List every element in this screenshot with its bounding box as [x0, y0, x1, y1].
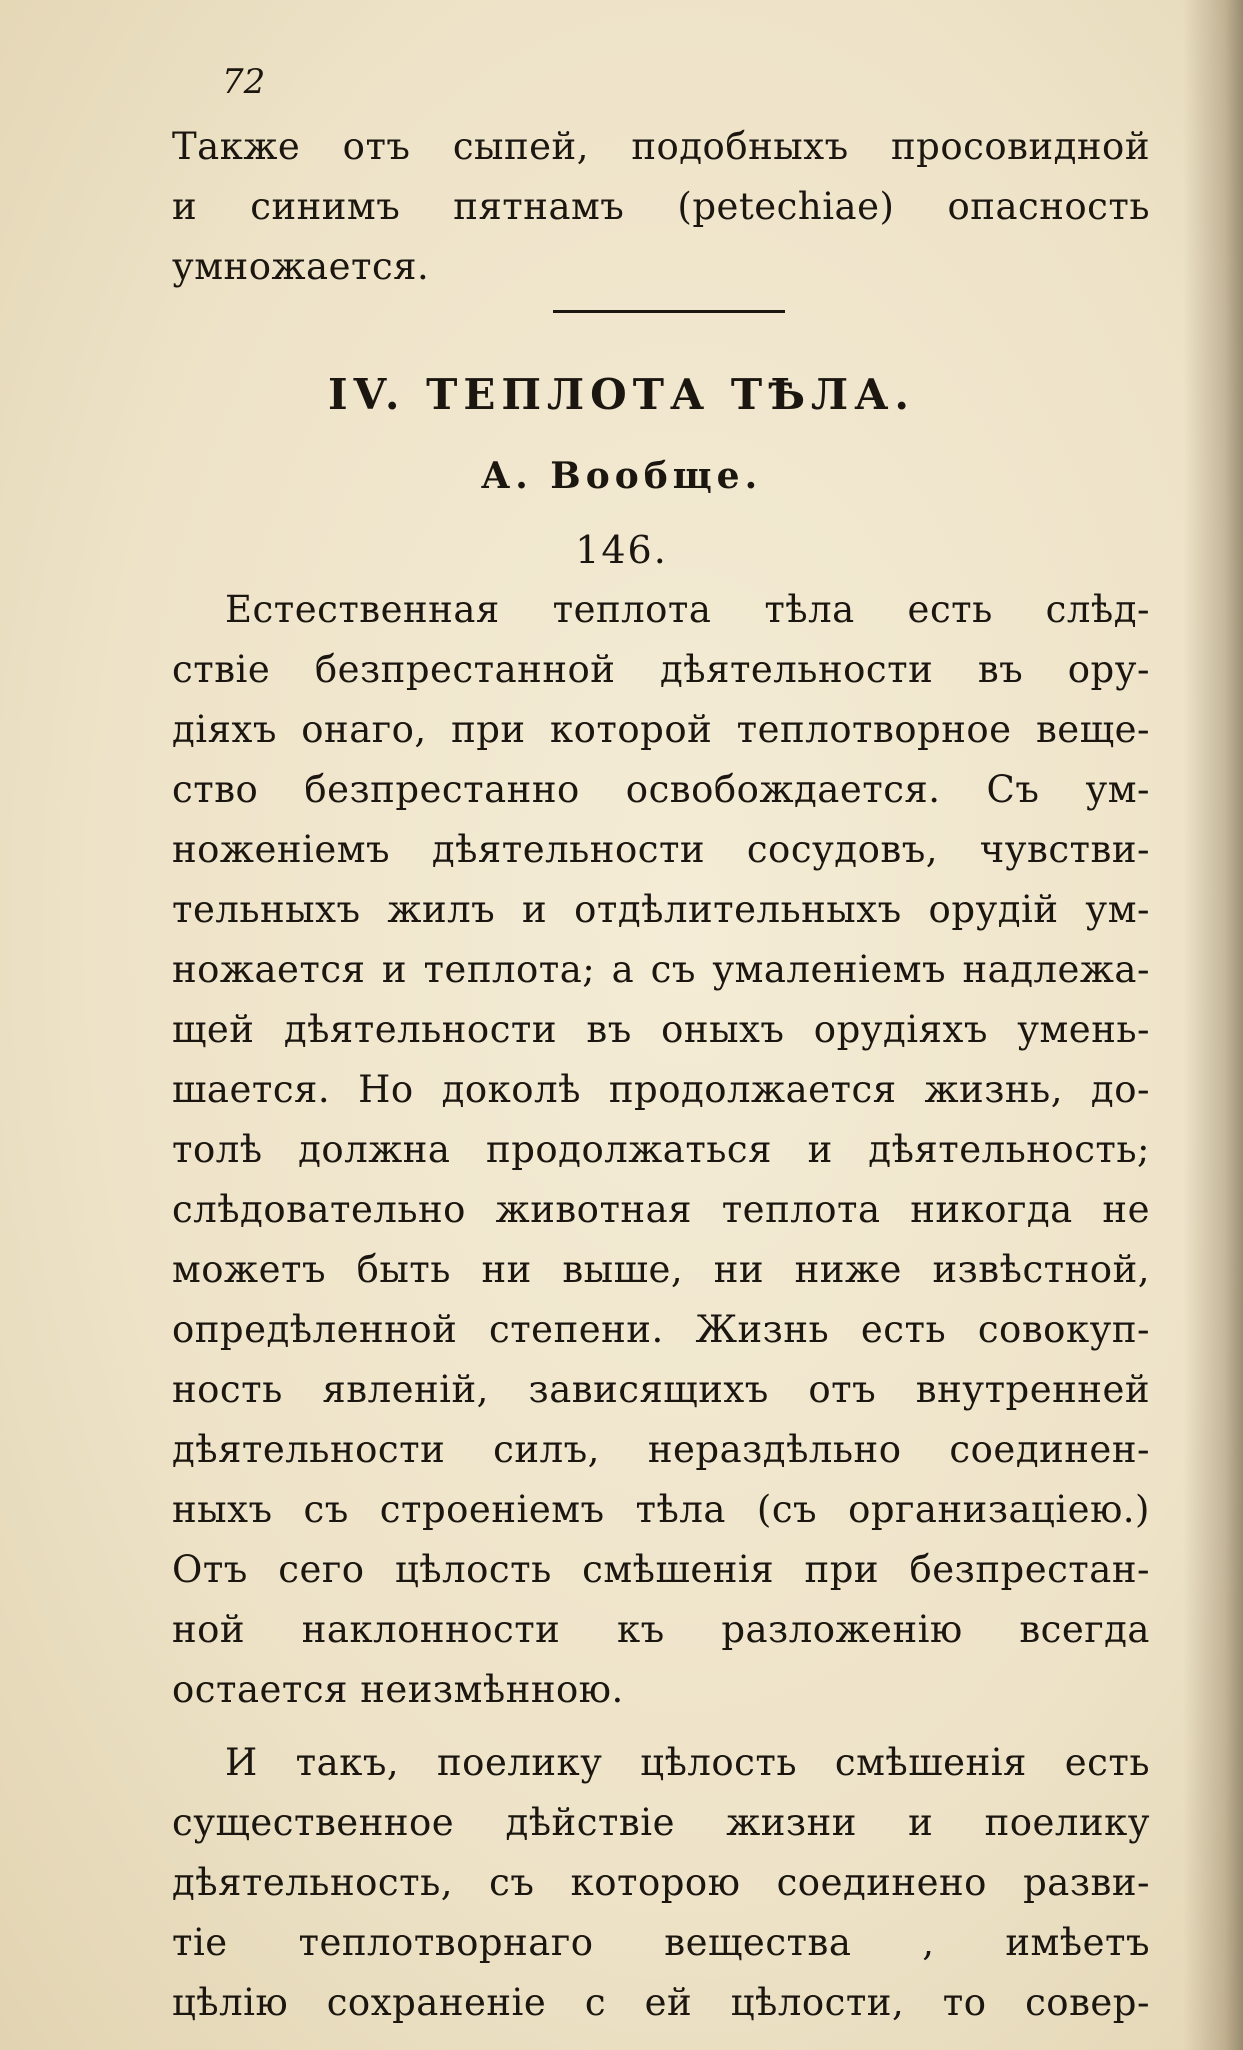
- paragraph-line: ствіе безпрестанной дѣятельности въ ору-: [172, 648, 1150, 691]
- intro-line: умножается.: [172, 245, 430, 288]
- paragraph-line: толѣ должна продолжаться и дѣятельность;: [172, 1128, 1150, 1171]
- paragraph-line: ножается и теплота; а съ умаленіемъ надлежа-: [172, 948, 1150, 991]
- paragraph-line: И такъ, поелику цѣлость смѣшенія есть: [225, 1741, 1150, 1784]
- paragraph-line: Естественная теплота тѣла есть слѣд-: [225, 588, 1150, 631]
- section-number: 146.: [575, 528, 668, 572]
- paragraph-line: тельныхъ жилъ и отдѣлительныхъ орудій ум-: [172, 888, 1150, 931]
- chapter-heading: IV. ТЕПЛОТА ТѢЛА.: [327, 370, 916, 419]
- paragraph-line: шается. Но доколѣ продолжается жизнь, до-: [172, 1068, 1150, 1111]
- paragraph-line: остается неизмѣнною.: [172, 1668, 624, 1711]
- paragraph-line: цѣлію сохраненіе с ей цѣлости, то совер-: [172, 1981, 1150, 2024]
- paragraph-line: ность явленій, зависящихъ отъ внутренней: [172, 1368, 1150, 1411]
- paragraph-line: дѣятельность, съ которою соединено разви-: [172, 1861, 1150, 1904]
- paragraph-line: щей дѣятельности въ оныхъ орудіяхъ умень-: [172, 1008, 1150, 1051]
- paragraph-line: ной наклонности къ разложенію всегда: [172, 1608, 1150, 1651]
- paragraph-line: тіе теплотворнаго вещества , имѣетъ: [172, 1921, 1150, 1964]
- paragraph-line: существенное дѣйствіе жизни и поелику: [172, 1801, 1150, 1844]
- page-number: 72: [222, 62, 266, 102]
- paragraph-line: слѣдовательно животная теплота никогда не: [172, 1188, 1150, 1231]
- paragraph-line: можетъ быть ни выше, ни ниже извѣстной,: [172, 1248, 1150, 1291]
- paragraph-line: діяхъ онаго, при которой теплотворное веще-: [172, 708, 1150, 751]
- paragraph-line: дѣятельности силъ, нераздѣльно соединен-: [172, 1428, 1150, 1471]
- paragraph-line: опредѣленной степени. Жизнь есть совокуп-: [172, 1308, 1150, 1351]
- intro-line: Также отъ сыпей, подобныхъ просовидной: [172, 125, 1150, 168]
- paragraph-line: ство безпрестанно освобождается. Съ ум-: [172, 768, 1150, 811]
- intro-line: и синимъ пятнамъ (petechiae) опасность: [172, 185, 1150, 228]
- paragraph-line: ныхъ съ строеніемъ тѣла (съ организаціею.): [172, 1488, 1150, 1531]
- paragraph-line: Отъ сего цѣлость смѣшенія при безпрестан-: [172, 1548, 1150, 1591]
- paragraph-line: ноженіемъ дѣятельности сосудовъ, чувстви-: [172, 828, 1150, 871]
- subsection-heading: А. Вообще.: [480, 455, 763, 497]
- section-divider: [553, 310, 785, 313]
- page-edge-shadow: [1183, 0, 1243, 2050]
